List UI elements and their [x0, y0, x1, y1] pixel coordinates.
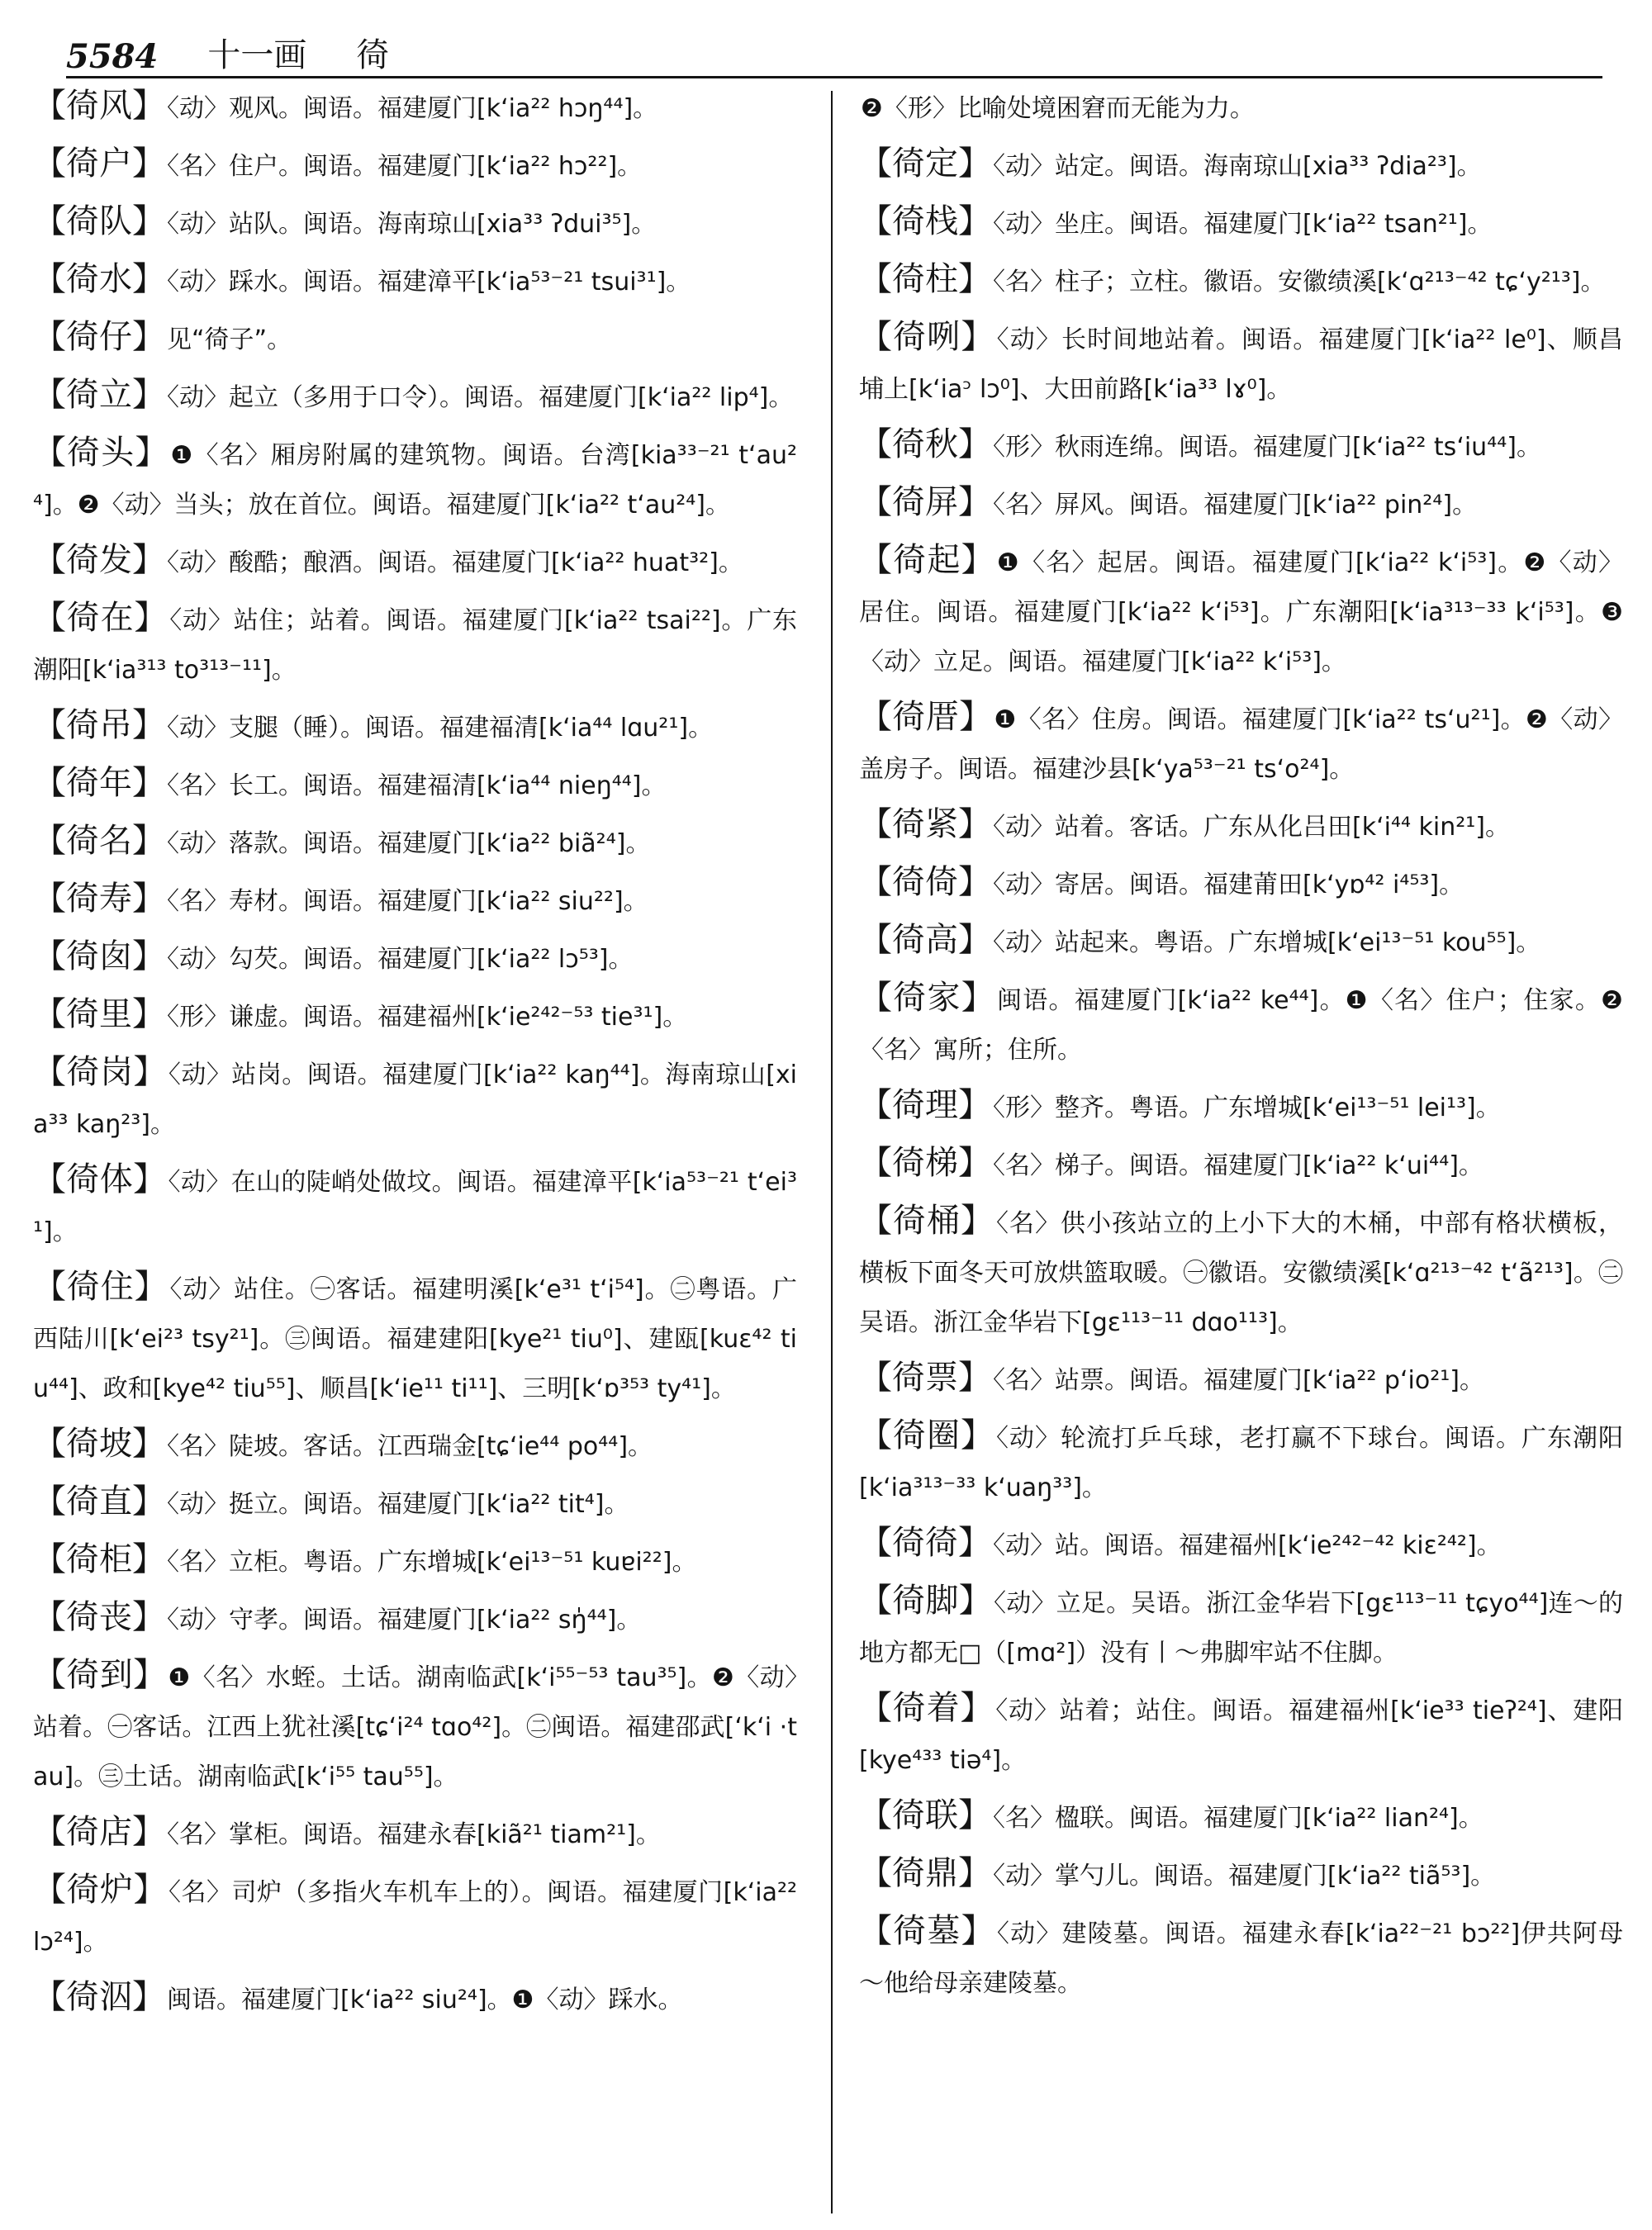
entry-definition: 〈动〉站。闽语。福建福州[k‘ie²⁴²⁻⁴² kiɛ²⁴²]。	[993, 1531, 1502, 1560]
dictionary-entry	[859, 915, 1623, 968]
dictionary-entry	[33, 139, 797, 192]
dictionary-entry	[33, 1807, 797, 1860]
entry-headword: 【徛脚】	[859, 1582, 992, 1620]
dictionary-entry	[859, 1138, 1623, 1191]
entry-headword: 【徛住】	[33, 1268, 169, 1306]
entry-headword: 【徛寿】	[33, 880, 165, 918]
entry-definition: 闽语。福建厦门[k‘ia²² siu²⁴]。❶〈动〉踩水。	[167, 1986, 683, 2014]
entry-definition: 〈动〉踩水。闽语。福建漳平[k‘ia⁵³⁻²¹ tsui³¹]。	[167, 268, 691, 297]
entry-definition: 〈名〉司炉（多指火车机车上的）。闽语。福建厦门[k‘ia²² lɔ²⁴]。	[33, 1878, 797, 1957]
entry-definition: 〈名〉站票。闽语。福建厦门[k‘ia²² p‘io²¹]。	[993, 1366, 1484, 1395]
entry-definition: 〈动〉勾芡。闽语。福建厦门[k‘ia²² lɔ⁵³]。	[167, 945, 634, 974]
header-rule	[66, 76, 1602, 78]
entry-headword: 【徛户】	[33, 145, 165, 183]
entry-headword: 【徛墓】	[859, 1912, 995, 1950]
dictionary-entry	[859, 197, 1623, 249]
column-divider	[831, 91, 833, 2213]
entry-definition: 〈名〉屏风。闽语。福建厦门[k‘ia²² pin²⁴]。	[993, 491, 1478, 520]
entry-definition: 〈形〉秋雨连绵。闽语。福建厦门[k‘ia²² ts‘iu⁴⁴]。	[993, 433, 1541, 462]
entry-headword: 【徛柱】	[859, 260, 991, 298]
entry-headword: 【徛咧】	[859, 318, 995, 356]
dictionary-entry	[859, 1411, 1623, 1513]
dictionary-entry	[33, 758, 797, 811]
entry-headword: 【徛吊】	[33, 706, 165, 744]
dictionary-entry	[859, 857, 1623, 910]
entry-headword: 【徛家】	[859, 979, 995, 1017]
entry-definition: 〈动〉在山的陡峭处做坟。闽语。福建漳平[k‘ia⁵³⁻²¹ t‘ei³¹]。	[33, 1168, 797, 1246]
dictionary-entry	[859, 477, 1623, 530]
entry-headword: 【徛柜】	[33, 1540, 165, 1578]
dictionary-entry	[33, 81, 797, 134]
entry-definition: 〈名〉寿材。闽语。福建厦门[k‘ia²² siu²²]。	[167, 887, 648, 916]
entry-definition: ❷〈形〉比喻处境困窘而无能为力。	[861, 94, 1255, 123]
entry-headword: 【徛理】	[859, 1086, 991, 1124]
dictionary-entry	[859, 1791, 1623, 1843]
entry-headword: 【徛丧】	[33, 1598, 165, 1636]
dictionary-entry	[33, 428, 797, 530]
entry-definition: 〈名〉长工。闽语。福建福清[k‘ia⁴⁴ nieŋ⁴⁴]。	[167, 771, 667, 800]
entry-headword: 【徛店】	[33, 1813, 165, 1851]
dictionary-entry	[33, 1592, 797, 1645]
entry-headword: 【徛直】	[33, 1483, 165, 1521]
entry-headword: 【徛仔】	[33, 318, 165, 356]
entry-definition: 〈动〉挺立。闽语。福建厦门[k‘ia²² tit⁴]。	[167, 1490, 629, 1519]
dictionary-entry	[33, 1865, 797, 1967]
entry-definition: 闽语。福建厦门[k‘ia²² ke⁴⁴]。❶〈名〉住户；住家。❷〈名〉寓所；住所。	[859, 986, 1623, 1065]
dictionary-entry	[33, 197, 797, 249]
dictionary-entry	[33, 989, 797, 1042]
entry-definition: 〈名〉柱子；立柱。徽语。安徽绩溪[k‘ɑ²¹³⁻⁴² tɕ‘y²¹³]。	[993, 268, 1606, 297]
entry-definition: 〈动〉站岗。闽语。福建厦门[k‘ia²² kaŋ⁴⁴]。海南琼山[xia³³ kaŋ²³]。	[33, 1060, 797, 1139]
entry-headword: 【徛定】	[859, 145, 991, 183]
entry-headword: 【徛头】	[33, 434, 169, 472]
dictionary-entry	[33, 312, 797, 365]
entry-definition: 〈名〉供小孩站立的上小下大的木桶，中部有格状横板，横板下面冬天可放烘篮取暖。㊀徽语。安徽绩溪[k‘ɑ²¹³⁻⁴² t‘ã²¹³]。㊁吴语。浙江金华岩下[gɛ¹¹³⁻¹¹ dɑo¹¹³]。	[859, 1209, 1623, 1337]
entry-definition: 〈名〉住户。闽语。福建厦门[k‘ia²² hɔ²²]。	[167, 152, 643, 181]
entry-definition: 〈动〉掌勺儿。闽语。福建厦门[k‘ia²² tiã⁵³]。	[993, 1862, 1496, 1891]
entry-headword: 【徛在】	[33, 599, 169, 637]
dictionary-entry	[33, 1419, 797, 1472]
entry-definition: 〈动〉落款。闽语。福建厦门[k‘ia²² biã²⁴]。	[167, 829, 651, 858]
dictionary-entry	[33, 370, 797, 423]
entry-headword: 【徛水】	[33, 260, 165, 298]
head-character: 徛	[356, 36, 390, 74]
entry-definition: 〈动〉酸酷；酿酒。闽语。福建厦门[k‘ia²² huat³²]。	[167, 548, 743, 577]
entry-headword: 【徛桶】	[859, 1202, 995, 1240]
dictionary-entry	[859, 1080, 1623, 1133]
entry-headword: 【徛鼎】	[859, 1854, 991, 1892]
entry-headword: 【徛体】	[33, 1160, 167, 1198]
dictionary-entry	[33, 1535, 797, 1587]
dictionary-entry	[859, 420, 1623, 472]
dictionary-entry	[859, 81, 1623, 134]
entry-headword: 【徛梯】	[859, 1144, 991, 1182]
entry-definition: 〈动〉站住；站着。闽语。福建厦门[k‘ia²² tsai²²]。广东潮阳[k‘ia³¹³ to³¹³⁻¹¹]。	[33, 606, 797, 685]
entry-headword: 【徛圈】	[859, 1416, 995, 1454]
dictionary-entry	[859, 535, 1623, 687]
entry-definition: 〈动〉守孝。闽语。福建厦门[k‘ia²² sŋ̍⁴⁴]。	[167, 1606, 642, 1635]
entry-headword: 【徛秋】	[859, 425, 991, 463]
dictionary-entry	[859, 254, 1623, 307]
dictionary-entry	[33, 932, 797, 985]
entry-definition: 〈动〉建陵墓。闽语。福建永春[k‘ia²²⁻²¹ bɔ²²]伊共阿母～他给母亲建陵墓。	[859, 1919, 1623, 1998]
entry-headword: 【徛联】	[859, 1796, 991, 1834]
entry-headword: 【徛里】	[33, 995, 165, 1033]
dictionary-entry	[33, 1262, 797, 1414]
dictionary-entry	[859, 1906, 1623, 2009]
dictionary-entry	[33, 1650, 797, 1802]
dictionary-entry	[859, 1576, 1623, 1678]
entry-headword: 【徛起】	[859, 541, 995, 579]
right-column	[859, 81, 1623, 2220]
dictionary-entry	[859, 1353, 1623, 1406]
entry-headword: 【徛徛】	[859, 1524, 991, 1562]
entry-headword: 【徛风】	[33, 87, 165, 125]
entry-definition: 〈形〉谦虚。闽语。福建福州[k‘ie²⁴²⁻⁵³ tie³¹]。	[167, 1003, 688, 1032]
dictionary-entry	[859, 799, 1623, 852]
entry-headword: 【徛队】	[33, 202, 165, 240]
entry-definition: 〈名〉立柜。粤语。广东增城[k‘ei¹³⁻⁵¹ kuɐi²²]。	[167, 1548, 697, 1577]
entry-headword: 【徛屏】	[859, 483, 991, 521]
dictionary-entry	[33, 1477, 797, 1530]
entry-headword: 【徛紧】	[859, 805, 991, 843]
entry-headword: 【徛发】	[33, 541, 165, 579]
entry-definition: 〈动〉站着；站住。闽语。福建福州[k‘ie³³ tieʔ²⁴]、建阳[kye⁴³³ tiə⁴]。	[859, 1696, 1623, 1775]
dictionary-entry	[33, 700, 797, 753]
entry-headword: 【徛岗】	[33, 1053, 167, 1091]
dictionary-entry	[33, 1972, 797, 2025]
entry-definition: 〈名〉楹联。闽语。福建厦门[k‘ia²² lian²⁴]。	[993, 1804, 1483, 1833]
entry-headword: 【徛到】	[33, 1656, 167, 1694]
entry-headword: 【徛名】	[33, 822, 165, 860]
entry-headword: 【徛厝】	[859, 698, 993, 736]
entry-definition: 〈动〉坐庄。闽语。福建厦门[k‘ia²² tsan²¹]。	[993, 210, 1493, 239]
dictionary-entry	[859, 973, 1623, 1075]
dictionary-entry	[33, 816, 797, 869]
entry-definition: 〈动〉立足。吴语。浙江金华岩下[gɛ¹¹³⁻¹¹ tɕyo⁴⁴]连～的地方都无□（[mɑ²]）没有丨～弗脚牢站不住脚。	[859, 1589, 1623, 1668]
dictionary-entry	[859, 1196, 1623, 1348]
dictionary-entry	[33, 254, 797, 307]
entry-headword: 【徛倚】	[859, 863, 991, 901]
entry-definition: 〈动〉长时间地站着。闽语。福建厦门[k‘ia²² le⁰]、顺昌埔上[k‘iaᵓ lɔ⁰]、大田前路[k‘ia³³ lɤ⁰]。	[859, 325, 1623, 404]
entry-headword: 【徛炉】	[33, 1871, 168, 1909]
dictionary-entry	[33, 874, 797, 927]
page-header	[66, 18, 1602, 76]
dictionary-entry	[33, 593, 797, 695]
entry-definition: ❶〈名〉起居。闽语。福建厦门[k‘ia²² k‘i⁵³]。❷〈动〉居住。闽语。福建厦门[k‘ia²² k‘i⁵³]。广东潮阳[k‘ia³¹³⁻³³ k‘i⁵³]。❸〈动〉立足。闽语。福建厦门[k‘ia²² k‘i⁵³]。	[859, 548, 1623, 676]
dictionary-entry	[859, 1683, 1623, 1786]
entry-definition: 〈动〉站起来。粤语。广东增城[k‘ei¹³⁻⁵¹ kou⁵⁵]。	[993, 928, 1541, 957]
entry-headword: 【徛立】	[33, 376, 165, 414]
entry-definition: 〈名〉陡坡。客话。江西瑞金[tɕ‘ie⁴⁴ po⁴⁴]。	[167, 1432, 653, 1461]
entry-definition: 〈动〉站着。客话。广东从化吕田[k‘i⁴⁴ kin²¹]。	[993, 813, 1511, 842]
entry-definition: 〈动〉站队。闽语。海南琼山[xia³³ ʔdui³⁵]。	[167, 210, 657, 239]
entry-headword: 【徛坡】	[33, 1425, 165, 1463]
entry-headword: 【徛栈】	[859, 202, 991, 240]
dictionary-entry	[33, 1047, 797, 1150]
dictionary-entry	[859, 692, 1623, 795]
entry-definition: 〈动〉寄居。闽语。福建莆田[k‘yɒ⁴² i⁴⁵³]。	[993, 871, 1464, 899]
stroke-section: 十一画	[207, 36, 307, 74]
entry-headword: 【徛年】	[33, 764, 165, 802]
left-column	[33, 81, 797, 2220]
entry-definition: 〈动〉起立（多用于口令）。闽语。福建厦门[k‘ia²² lip⁴]。	[167, 383, 794, 412]
entry-headword: 【徛泅】	[33, 1978, 165, 2016]
entry-definition: 〈形〉整齐。粤语。广东增城[k‘ei¹³⁻⁵¹ lei¹³]。	[993, 1094, 1501, 1122]
entry-definition: 见“徛子”。	[167, 325, 292, 354]
entry-definition: 〈动〉支腿（睡）。闽语。福建福清[k‘ia⁴⁴ lɑu²¹]。	[167, 714, 714, 743]
entry-definition: 〈动〉站住。㊀客话。福建明溪[k‘e³¹ t‘i⁵⁴]。㊁粤语。广西陆川[k‘ei²³ tsy²¹]。㊂闽语。福建建阳[kye²¹ tiu⁰]、建瓯[kuɛ⁴² tiu⁴⁴]、政和[kye⁴² tiu⁵⁵]、顺昌[k‘ie¹¹ ti¹¹]、三明[k‘ɒ³⁵³ ty⁴¹]。	[33, 1275, 797, 1403]
entry-headword: 【徛囱】	[33, 937, 165, 975]
dictionary-entry	[859, 1518, 1623, 1571]
entry-definition: 〈名〉掌柜。闽语。福建永春[kiã²¹ tiam²¹]。	[167, 1820, 661, 1849]
entry-headword: 【徛票】	[859, 1359, 991, 1397]
dictionary-entry	[859, 312, 1623, 415]
entry-headword: 【徛着】	[859, 1689, 995, 1727]
dictionary-entry	[33, 1155, 797, 1257]
entry-definition: ❶〈名〉水蛭。土话。湖南临武[k‘i⁵⁵⁻⁵³ tau³⁵]。❷〈动〉站着。㊀客话。江西上犹社溪[tɕ‘i²⁴ tɑo⁴²]。㊁闽语。福建邵武[‘k‘i ·tau]。㊂土话。湖南临武[k‘i⁵⁵ tau⁵⁵]。	[33, 1663, 797, 1791]
entry-definition: ❶〈名〉厢房附属的建筑物。闽语。台湾[kia³³⁻²¹ t‘au²⁴]。❷〈动〉当头；放在首位。闽语。福建厦门[k‘ia²² t‘au²⁴]。	[33, 441, 797, 520]
entry-definition: 〈动〉观风。闽语。福建厦门[k‘ia²² hɔŋ⁴⁴]。	[167, 94, 658, 123]
dictionary-entry	[859, 1848, 1623, 1901]
dictionary-entry	[859, 139, 1623, 192]
page-number: 5584	[66, 37, 159, 76]
entry-headword: 【徛高】	[859, 921, 991, 959]
entry-definition: 〈动〉站定。闽语。海南琼山[xia³³ ʔdia²³]。	[993, 152, 1482, 181]
entry-definition: 〈名〉梯子。闽语。福建厦门[k‘ia²² k‘ui⁴⁴]。	[993, 1151, 1483, 1180]
entry-definition: ❶〈名〉住房。闽语。福建厦门[k‘ia²² ts‘u²¹]。❷〈动〉盖房子。闽语。福建沙县[k‘ya⁵³⁻²¹ ts‘o²⁴]。	[859, 705, 1623, 784]
entry-definition: 〈动〉轮流打乒乓球，老打赢不下球台。闽语。广东潮阳[k‘ia³¹³⁻³³ k‘uaŋ³³]。	[859, 1424, 1623, 1502]
dictionary-entry	[33, 535, 797, 588]
